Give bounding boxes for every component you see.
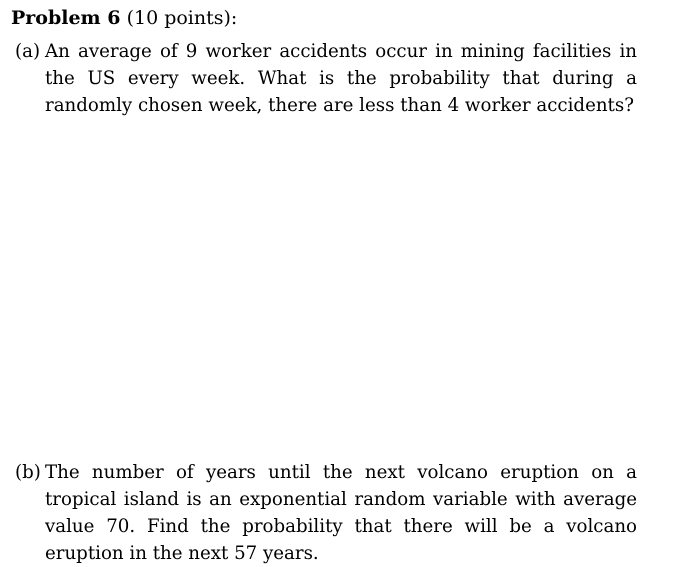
part-a-label: (a) xyxy=(15,41,41,62)
problem-points: (10 points): xyxy=(126,7,238,29)
part-a-text: An average of 9 worker accidents occur in mining facilities in the US every week. What is the probability that during a randomly chosen week, there are less than 4 worker accidents? xyxy=(45,41,637,116)
part-b-text: The number of years until the next volcano eruption on a tropical island is an exponential random variable with average value 70. Find the probability that there will be a volcano eruption in the next 57 years. xyxy=(45,462,637,564)
part-b-label: (b) xyxy=(15,462,41,483)
part-b xyxy=(15,459,637,567)
problem-heading xyxy=(11,6,237,30)
part-a xyxy=(15,38,637,119)
problem-title: Problem 6 xyxy=(11,7,121,29)
